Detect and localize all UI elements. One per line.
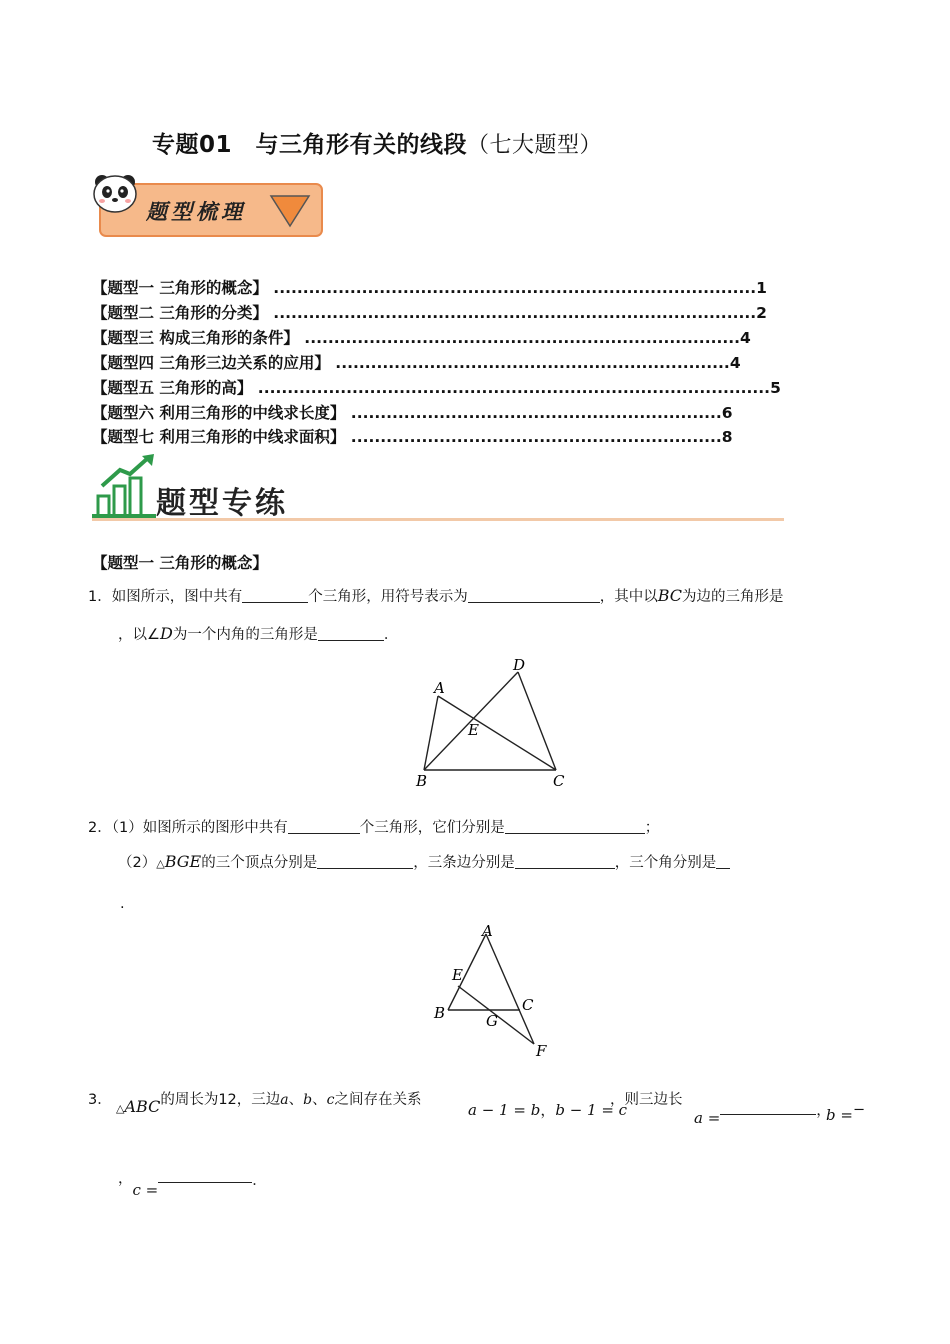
banner-outline-label: 题型梳理 — [146, 199, 246, 224]
page-title — [152, 126, 602, 159]
toc-dots: .................................................................................. — [267, 304, 757, 322]
answer-blank[interactable] — [720, 1100, 816, 1115]
section-heading-type1: 【题型一 三角形的概念】 — [92, 554, 268, 572]
point-label-c: C — [553, 772, 565, 790]
toc-item-1[interactable]: 【题型一 三角形的概念】 ..................................................................................1 — [92, 279, 767, 297]
answer-blank[interactable] — [317, 854, 413, 869]
point-label-b: B — [434, 1004, 446, 1022]
answer-blank[interactable] — [505, 819, 645, 834]
question-2-line3: . — [120, 896, 125, 912]
toc-item-4[interactable]: 【题型四 三角形三边关系的应用】 ...................................................................4 — [92, 354, 741, 372]
toc-dots: ....................................................................................... — [252, 379, 771, 397]
answer-blank[interactable] — [515, 854, 615, 869]
point-label-d: D — [513, 656, 526, 674]
point-label-g: G — [486, 1012, 498, 1030]
toc-dots: .......................................................................... — [298, 329, 741, 347]
question-3-line1: △ABC的周长为12，三边a、b、c之间存在关系 — [116, 1092, 422, 1116]
answer-blank[interactable] — [242, 588, 308, 603]
answer-blank[interactable] — [468, 588, 600, 603]
section-banner-outline — [90, 172, 326, 240]
toc-item-6[interactable]: 【题型六 利用三角形的中线求长度】 ...............................................................6 — [92, 404, 733, 422]
point-label-e: E — [468, 721, 479, 739]
toc-item-5[interactable]: 【题型五 三角形的高】 .......................................................................................5 — [92, 379, 781, 397]
toc-dots: .................................................................................. — [267, 279, 757, 297]
growth-chart-icon — [92, 454, 156, 518]
point-label-b: B — [416, 772, 428, 790]
answer-blank[interactable] — [288, 819, 360, 834]
question-3-relations: a − 1 = b，b − 1 = c — [468, 1101, 628, 1119]
answer-blank[interactable] — [158, 1168, 252, 1183]
toc-item-3[interactable]: 【题型三 构成三角形的条件】 ..........................................................................4 — [92, 329, 751, 347]
question-3-line2: ，c = ． — [118, 1168, 267, 1200]
question-1-line1: 1．如图所示，图中共有 个三角形，用符号表示为 ，其中以BC为边的三角形是 — [88, 586, 784, 605]
toc-item-7[interactable]: 【题型七 利用三角形的中线求面积】 ...............................................................8 — [92, 428, 733, 446]
toc-dots: ................................................................... — [329, 354, 730, 372]
banner-practice-label: 题型专练 — [156, 486, 288, 521]
point-label-a: A — [482, 922, 493, 940]
section-banner-practice — [92, 452, 792, 524]
answer-blank[interactable] — [716, 854, 730, 869]
point-label-a: A — [434, 679, 445, 697]
question-2-line2: （2）△BGE的三个顶点分别是 ，三条边分别是 ，三个角分别是 — [118, 852, 730, 874]
question-number: 2． — [88, 820, 112, 836]
answer-blank[interactable] — [318, 626, 384, 641]
question-2-line1: 2．（1）如图所示的图形中共有 个三角形，它们分别是 ； — [88, 820, 660, 836]
panda-icon — [94, 175, 136, 212]
title-sub: （七大题型） — [467, 133, 603, 158]
question-1-line2: ，以∠D为一个内角的三角形是 ． — [118, 624, 399, 643]
question-3-number: 3． — [88, 1092, 112, 1108]
question-3-a-answer: a = ， — [694, 1100, 831, 1129]
point-label-f: F — [536, 1042, 547, 1060]
point-label-c: C — [522, 996, 534, 1014]
toc-dots: ............................................................... — [345, 404, 722, 422]
toc-dots: ............................................................... — [345, 428, 722, 446]
toc-item-2[interactable]: 【题型二 三角形的分类】 ..................................................................................2 — [92, 304, 767, 322]
point-label-e: E — [452, 966, 463, 984]
question-number: 1． — [88, 589, 112, 605]
question-3-b-answer: b =− — [826, 1102, 866, 1124]
title-main: 专题01 与三角形有关的线段 — [152, 132, 468, 158]
figure-1-triangles — [410, 652, 580, 790]
question-3-ask: ，则三边长 — [610, 1092, 683, 1108]
figure-2-triangles — [430, 920, 560, 1062]
